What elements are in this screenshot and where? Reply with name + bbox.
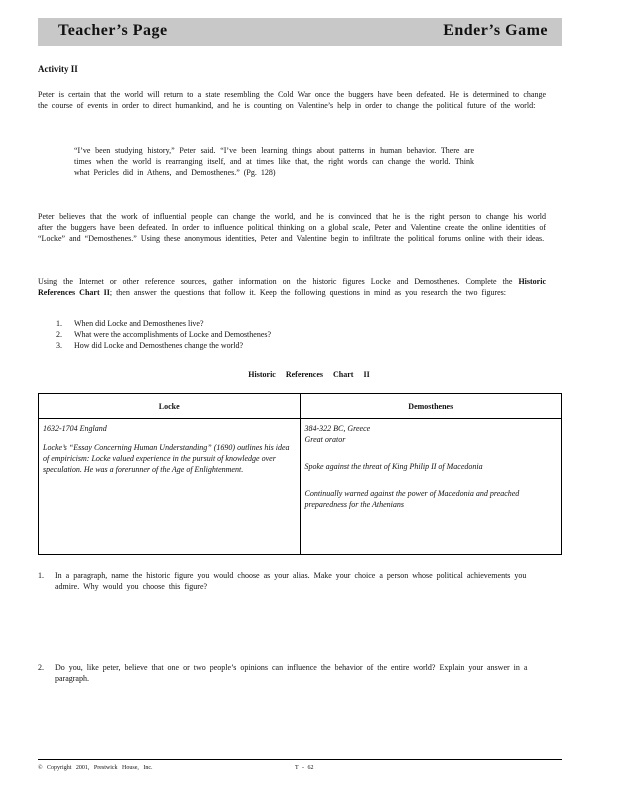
activity-label: Activity II — [38, 64, 78, 74]
footer-page-number: T - 62 — [295, 765, 314, 771]
demosthenes-dates: 384-322 BC, Greece — [304, 424, 371, 433]
question-1: 1. In a paragraph, name the historic figure you would choose as your alias. Make your choice a person whose political achievements you admire. Why would you choose this figure? — [38, 571, 527, 591]
column-header-demosthenes: Demosthenes — [300, 394, 562, 419]
instructions-chart-name: Historic References Chart II — [38, 277, 546, 297]
chart-title: Historic References Chart II — [248, 370, 370, 379]
demosthenes-header — [305, 423, 558, 445]
instructions-start: Using the Internet or other reference sources, gather information on the historic figures Locke and Demosthenes. Complete the — [38, 277, 519, 286]
instructions-end: ; then answer the questions that follow it. Keep the following questions in mind as you research the two figures: — [109, 288, 506, 297]
list-item: 1. When did Locke and Demosthenes live? — [56, 319, 204, 328]
question-2: 2. Do you, like peter, believe that one or two people’s opinions can influence the behavior of the entire world? Explain your answer in a paragraph. — [38, 663, 528, 683]
list-item: 3. How did Locke and Demosthenes change the world? — [56, 341, 244, 350]
footer-copyright: © Copyright 2001, Prestwick House, Inc. — [38, 765, 153, 771]
research-questions-list — [56, 318, 271, 351]
header-left-title: Teacher’s Page — [58, 22, 168, 39]
demosthenes-role: Great orator — [304, 435, 346, 444]
demosthenes-warned: Continually warned against the power of Macedonia and preached preparedness for the Athenians — [304, 489, 520, 509]
locke-essay: Locke’s “Essay Concerning Human Understanding” (1690) outlines his idea of empiricism: Locke valued experience in the pursuit of knowledge over speculation. He was a forerunner of the Age of Enlightenment. — [43, 443, 290, 474]
historic-references-chart — [38, 393, 562, 555]
locke-cell — [39, 419, 301, 555]
list-item: 2. What were the accomplishments of Locke and Demosthenes? — [56, 330, 272, 339]
header-right-title: Ender’s Game — [443, 22, 548, 39]
column-header-locke: Locke — [39, 394, 301, 419]
identities-paragraph: Peter believes that the work of influential people can change the world, and he is convinced that he is the right person to change his world after the buggers have been defeated. In order to influence political thinking on a global scale, Peter and Valentine create the online identities of “Locke” and “Demosthenes.” Using these anonymous identities, Peter and Valentine begin to infiltrate the political forums online with their ideas. — [38, 212, 546, 243]
quote-paragraph: “I’ve been studying history,” Peter said. “I’ve been learning things about patterns in human behavior. There are times when the world is rearranging itself, and at times like that, the right words can change the world. Think what Pericles did in Athens, and Demosthenes.” (Pg. 128) — [74, 146, 474, 177]
demosthenes-cell — [300, 419, 562, 555]
intro-paragraph: Peter is certain that the world will return to a state resembling the Cold War once the buggers have been defeated. He is determined to change the course of events in order to direct humankind, and he is counting on Valentine’s help in order to change the political future of the world: — [38, 90, 546, 110]
page-header — [38, 18, 562, 46]
footer-divider — [38, 759, 562, 760]
instructions-paragraph — [38, 276, 546, 298]
demosthenes-spoke: Spoke against the threat of King Philip II of Macedonia — [304, 462, 483, 471]
locke-dates: 1632-1704 England — [43, 424, 107, 433]
